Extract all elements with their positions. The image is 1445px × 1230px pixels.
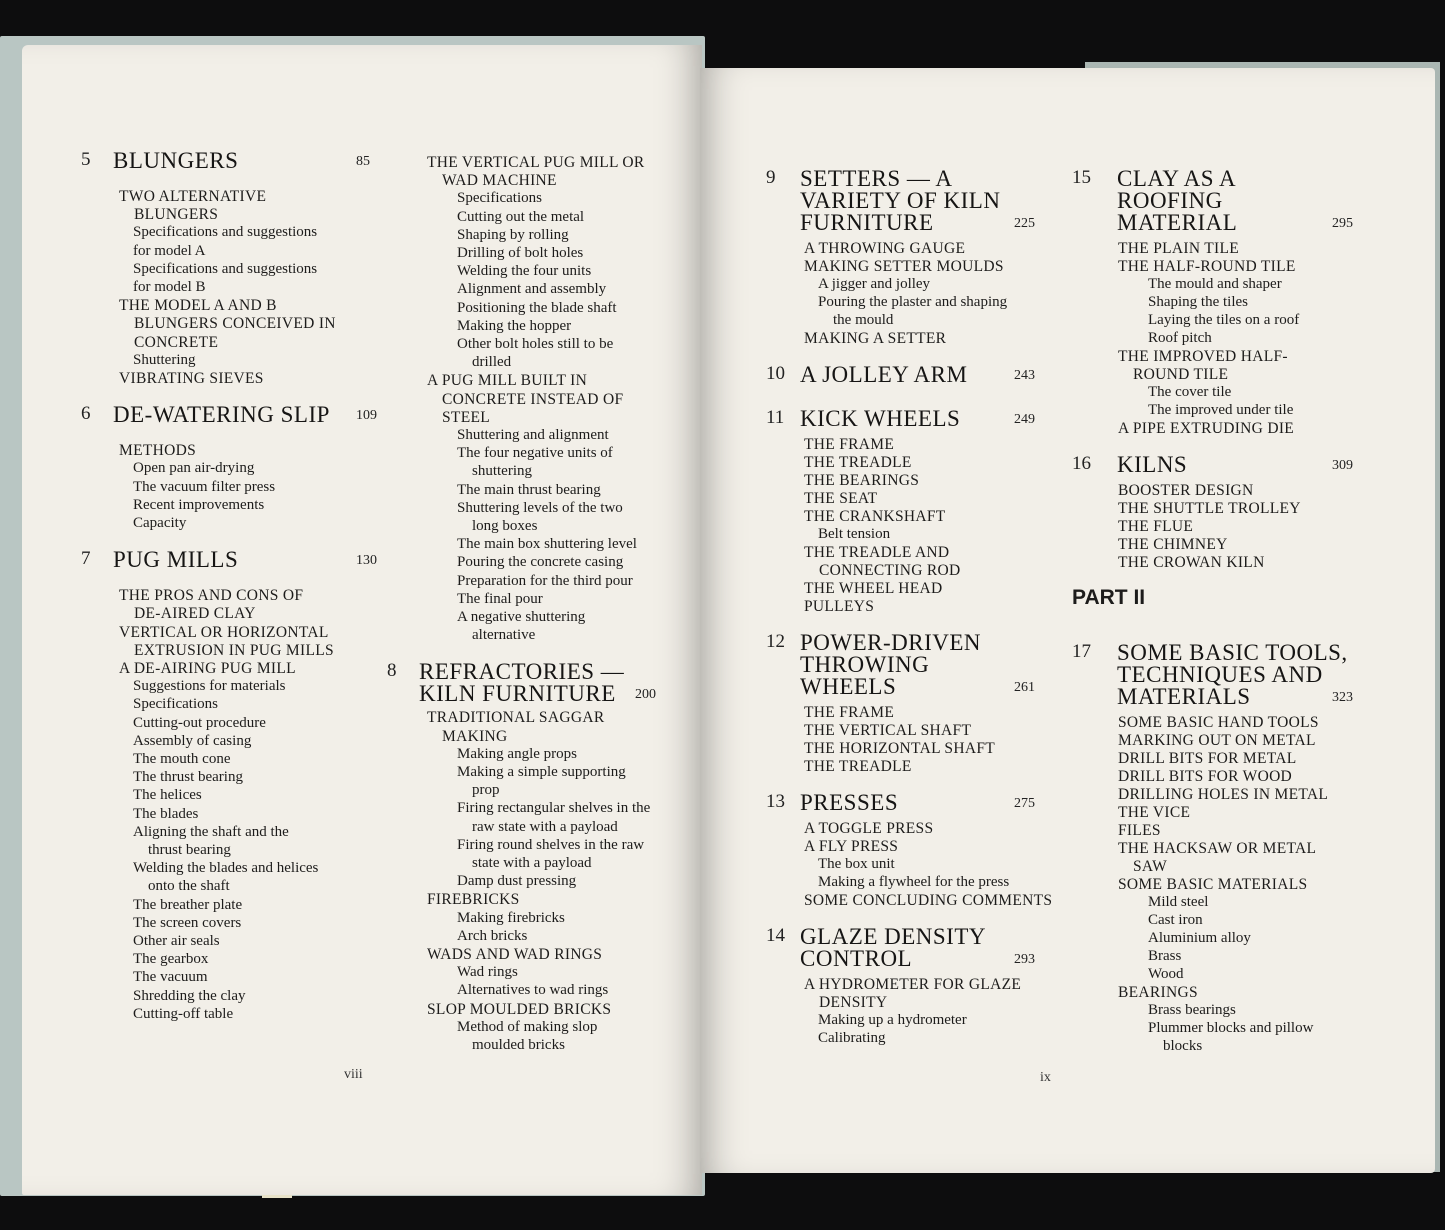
chapter-title: FURNITURE (800, 210, 934, 235)
section-entry: WAD MACHINE (442, 172, 557, 190)
chapter-page-number: 200 (635, 687, 656, 703)
section-entry: BLUNGERS (134, 206, 219, 224)
chapter-title: REFRACTORIES — (419, 659, 625, 685)
chapter-title: BLUNGERS (113, 148, 239, 173)
section-entry: THE TREADLE AND (804, 544, 950, 561)
section-entry: TWO ALTERNATIVE (119, 188, 267, 205)
subsection-entry: Making the hopper (457, 317, 572, 334)
chapter-title: A JOLLEY ARM (800, 362, 968, 387)
subsection-entry: The blades (133, 805, 199, 822)
subsection-entry: Pouring the plaster and shaping (818, 294, 1008, 310)
section-entry: DRILL BITS FOR METAL (1118, 750, 1297, 767)
section-entry: A PUG MILL BUILT IN (427, 372, 588, 390)
subsection-entry: The mouth cone (133, 751, 231, 767)
left-page (22, 45, 702, 1195)
section-entry: TRADITIONAL SAGGAR (427, 709, 605, 727)
section-entry: THE TREADLE (804, 454, 912, 471)
subsection-entry: Welding the four units (457, 263, 592, 280)
chapter-number: 8 (387, 660, 397, 682)
section-entry: THE IMPROVED HALF- (1118, 348, 1288, 365)
subsection-entry: Making firebricks (457, 909, 565, 926)
section-entry: THE FRAME (804, 436, 895, 453)
section-entry: A DE-AIRING PUG MILL (119, 660, 296, 677)
chapter-number: 17 (1072, 641, 1091, 662)
chapter-title: THROWING (800, 652, 930, 677)
chapter-title: KICK WHEELS (800, 406, 961, 431)
subsection-entry: Aluminium alloy (1148, 930, 1251, 946)
subsection-entry: The final pour (457, 590, 543, 607)
section-entry: PULLEYS (804, 598, 875, 615)
section-entry: SAW (1133, 858, 1168, 875)
subsection-entry: Specifications (457, 190, 542, 207)
chapter-page-number: 225 (1014, 216, 1035, 231)
section-entry: THE TREADLE (804, 758, 912, 775)
subsection-entry: The vacuum (133, 969, 208, 986)
section-entry: THE HALF-ROUND TILE (1118, 258, 1296, 275)
subsection-entry: Shuttering (133, 351, 196, 368)
section-entry: THE VERTICAL SHAFT (804, 722, 972, 739)
subsection-entry: The box unit (818, 856, 895, 872)
section-entry: THE PROS AND CONS OF (119, 587, 304, 605)
subsection-entry: Making a flywheel for the press (818, 874, 1010, 890)
subsection-entry: the mould (833, 312, 894, 328)
subsection-entry: The mould and shaper (1148, 276, 1282, 292)
chapter-title: SETTERS — A (800, 166, 953, 191)
chapter-page-number: 249 (1014, 412, 1035, 427)
chapter-number: 10 (766, 363, 785, 384)
chapter-title: CONTROL (800, 946, 913, 971)
section-entry: METHODS (119, 442, 197, 460)
section-entry: THE MODEL A AND B (119, 297, 277, 315)
subsection-entry: Method of making slop (457, 1018, 598, 1035)
subsection-entry: Making angle props (457, 745, 577, 762)
subsection-entry: Cutting-off table (133, 1005, 234, 1022)
chapter-number: 11 (766, 407, 785, 428)
subsection-entry: The breather plate (133, 896, 243, 913)
section-entry: BLUNGERS CONCEIVED IN (134, 315, 336, 333)
chapter-page-number: 261 (1014, 680, 1035, 695)
chapter-number: 7 (81, 548, 91, 570)
subsection-entry: shuttering (472, 463, 532, 480)
subsection-entry: Open pan air-drying (133, 460, 255, 477)
subsection-entry: Shuttering and alignment (457, 427, 609, 443)
subsection-entry: Making a simple supporting (457, 764, 626, 780)
chapter-page-number: 293 (1014, 952, 1035, 967)
section-entry: THE FRAME (804, 704, 895, 721)
subsection-entry: A jigger and jolley (818, 276, 931, 292)
subsection-entry: Wad rings (457, 964, 518, 981)
section-entry: A TOGGLE PRESS (804, 820, 934, 837)
subsection-entry: for model B (133, 279, 206, 295)
section-entry: SLOP MOULDED BRICKS (427, 1000, 612, 1018)
subsection-entry: for model A (133, 242, 206, 259)
section-entry: THE VICE (1118, 804, 1191, 821)
section-entry: BOOSTER DESIGN (1118, 482, 1254, 499)
chapter-page-number: 295 (1332, 216, 1353, 231)
subsection-entry: Alignment and assembly (457, 281, 607, 298)
chapter-title: ROOFING (1117, 188, 1223, 213)
chapter-title: DE-WATERING SLIP (113, 402, 330, 428)
subsection-entry: The cover tile (1148, 384, 1232, 400)
subsection-entry: Drilling of bolt holes (457, 245, 584, 261)
subsection-entry: Laying the tiles on a roof (1148, 312, 1300, 328)
section-entry: VIBRATING SIEVES (119, 370, 264, 387)
section-entry: A HYDROMETER FOR GLAZE (804, 976, 1022, 993)
subsection-entry: Capacity (133, 515, 187, 531)
subsection-entry: Firing rectangular shelves in the (457, 800, 651, 817)
section-entry: SOME BASIC HAND TOOLS (1118, 714, 1319, 731)
subsection-entry: The main thrust bearing (457, 481, 601, 498)
chapter-number: 15 (1072, 167, 1091, 188)
subsection-entry: Suggestions for materials (133, 678, 286, 695)
chapter-title: SOME BASIC TOOLS, (1117, 640, 1348, 665)
subsection-entry: Damp dust pressing (457, 873, 577, 890)
subsection-entry: Cutting out the metal (457, 208, 585, 225)
subsection-entry: Making up a hydrometer (818, 1012, 967, 1028)
right-page (700, 68, 1435, 1173)
subsection-entry: Pouring the concrete casing (457, 554, 624, 571)
section-entry: THE WHEEL HEAD (804, 580, 943, 597)
chapter-page-number: 309 (1332, 458, 1353, 473)
subsection-entry: Shredding the clay (133, 987, 246, 1004)
section-entry: STEEL (442, 408, 490, 426)
chapter-page-number: 130 (356, 553, 377, 569)
chapter-title: TECHNIQUES AND (1117, 662, 1323, 687)
section-entry: THE CROWAN KILN (1118, 554, 1265, 571)
section-entry: BEARINGS (1118, 984, 1198, 1001)
subsection-entry: Roof pitch (1148, 330, 1212, 346)
section-entry: THE VERTICAL PUG MILL OR (427, 154, 645, 171)
section-entry: THE CHIMNEY (1118, 536, 1228, 553)
chapter-title: PUG MILLS (113, 547, 239, 573)
chapter-title: GLAZE DENSITY (800, 924, 986, 949)
subsection-entry: The main box shuttering level (457, 536, 637, 553)
section-entry: THE BEARINGS (804, 472, 920, 489)
subsection-entry: Arch bricks (457, 927, 528, 944)
subsection-entry: The gearbox (133, 951, 209, 968)
chapter-number: 5 (81, 149, 91, 170)
subsection-entry: Welding the blades and helices (133, 860, 319, 877)
subsection-entry: thrust bearing (148, 842, 231, 858)
subsection-entry: The vacuum filter press (133, 478, 276, 495)
chapter-title: MATERIALS (1117, 684, 1251, 709)
section-entry: EXTRUSION IN PUG MILLS (134, 641, 334, 659)
part-heading: PART II (1072, 586, 1146, 609)
section-entry: A PIPE EXTRUDING DIE (1118, 420, 1295, 437)
section-entry: CONCRETE INSTEAD OF (442, 390, 624, 408)
subsection-entry: Belt tension (818, 526, 891, 542)
section-entry: A THROWING GAUGE (804, 240, 966, 257)
section-entry: MAKING A SETTER (804, 330, 947, 347)
chapter-number: 16 (1072, 453, 1091, 474)
chapter-title: POWER-DRIVEN (800, 630, 982, 655)
subsection-entry: moulded bricks (472, 1037, 565, 1053)
section-entry: A FLY PRESS (804, 838, 899, 855)
section-entry: SOME CONCLUDING COMMENTS (804, 892, 1053, 909)
subsection-entry: The improved under tile (1148, 402, 1294, 418)
chapter-title: WHEELS (800, 674, 897, 699)
subsection-entry: The four negative units of (457, 445, 613, 462)
section-entry: VERTICAL OR HORIZONTAL (119, 623, 329, 641)
subsection-entry: drilled (472, 354, 512, 371)
section-entry: THE HORIZONTAL SHAFT (804, 740, 996, 757)
chapter-number: 6 (81, 403, 91, 425)
section-entry: THE PLAIN TILE (1118, 240, 1240, 257)
subsection-entry: alternative (472, 627, 536, 644)
subsection-entry: raw state with a payload (472, 818, 618, 835)
subsection-entry: Alternatives to wad rings (457, 982, 609, 999)
chapter-title: PRESSES (800, 790, 899, 815)
subsection-entry: Shaping by rolling (457, 226, 569, 243)
subsection-entry: Calibrating (818, 1030, 886, 1046)
subsection-entry: onto the shaft (148, 878, 230, 895)
section-entry: MAKING SETTER MOULDS (804, 258, 1004, 275)
subsection-entry: long boxes (472, 518, 538, 534)
subsection-entry: Cast iron (1148, 912, 1203, 928)
subsection-entry: Positioning the blade shaft (457, 299, 617, 316)
subsection-entry: Brass (1148, 948, 1182, 964)
chapter-page-number: 109 (356, 408, 377, 424)
chapter-title: VARIETY OF KILN (800, 188, 1001, 213)
chapter-page-number: 243 (1014, 368, 1035, 383)
section-entry: DRILLING HOLES IN METAL (1118, 786, 1329, 803)
subsection-entry: Shaping the tiles (1148, 294, 1248, 310)
section-entry: DE-AIRED CLAY (134, 605, 256, 623)
subsection-entry: The screen covers (133, 914, 242, 931)
section-entry: MAKING (442, 727, 508, 745)
chapter-title: KILN FURNITURE (419, 681, 616, 707)
subsection-entry: blocks (1163, 1038, 1203, 1054)
subsection-entry: Plummer blocks and pillow (1148, 1020, 1314, 1036)
subsection-entry: Other air seals (133, 933, 220, 949)
chapter-title: MATERIAL (1117, 210, 1238, 235)
subsection-entry: Specifications and suggestions (133, 260, 318, 277)
section-entry: ROUND TILE (1133, 366, 1229, 383)
subsection-entry: A negative shuttering (457, 609, 586, 625)
subsection-entry: The thrust bearing (133, 769, 243, 786)
section-entry: THE SHUTTLE TROLLEY (1118, 500, 1301, 517)
subsection-entry: Aligning the shaft and the (133, 823, 289, 840)
chapter-title: KILNS (1117, 452, 1188, 477)
subsection-entry: Specifications (133, 696, 218, 713)
section-entry: THE SEAT (804, 490, 878, 507)
section-entry: THE FLUE (1118, 518, 1194, 535)
chapter-number: 12 (766, 631, 785, 652)
section-entry: CONCRETE (134, 333, 219, 351)
chapter-page-number: 85 (356, 154, 370, 169)
subsection-entry: Other bolt holes still to be (457, 336, 614, 352)
subsection-entry: Firing round shelves in the raw (457, 836, 645, 853)
chapter-title: CLAY AS A (1117, 166, 1237, 191)
subsection-entry: Specifications and suggestions (133, 224, 318, 241)
page-number: ix (1040, 1070, 1051, 1085)
subsection-entry: state with a payload (472, 855, 592, 871)
section-entry: FIREBRICKS (427, 891, 520, 909)
subsection-entry: Cutting-out procedure (133, 714, 266, 731)
subsection-entry: Shuttering levels of the two (457, 499, 623, 516)
section-entry: DENSITY (819, 994, 888, 1011)
chapter-number: 9 (766, 167, 776, 188)
section-entry: SOME BASIC MATERIALS (1118, 876, 1308, 893)
section-entry: FILES (1118, 822, 1161, 839)
subsection-entry: The helices (133, 787, 202, 804)
subsection-entry: prop (472, 782, 500, 799)
chapter-page-number: 275 (1014, 796, 1035, 811)
section-entry: THE CRANKSHAFT (804, 508, 946, 525)
subsection-entry: Mild steel (1148, 894, 1209, 910)
section-entry: DRILL BITS FOR WOOD (1118, 768, 1293, 785)
section-entry: THE HACKSAW OR METAL (1118, 840, 1317, 857)
page-number: viii (344, 1067, 363, 1082)
subsection-entry: Preparation for the third pour (457, 572, 633, 589)
subsection-entry: Recent improvements (133, 496, 265, 513)
section-entry: MARKING OUT ON METAL (1118, 732, 1316, 749)
section-entry: WADS AND WAD RINGS (427, 946, 603, 963)
subsection-entry: Wood (1148, 966, 1184, 982)
subsection-entry: Assembly of casing (133, 732, 252, 749)
chapter-number: 13 (766, 791, 785, 812)
chapter-page-number: 323 (1332, 690, 1353, 705)
section-entry: CONNECTING ROD (819, 562, 961, 579)
subsection-entry: Brass bearings (1148, 1002, 1236, 1018)
chapter-number: 14 (766, 925, 785, 946)
